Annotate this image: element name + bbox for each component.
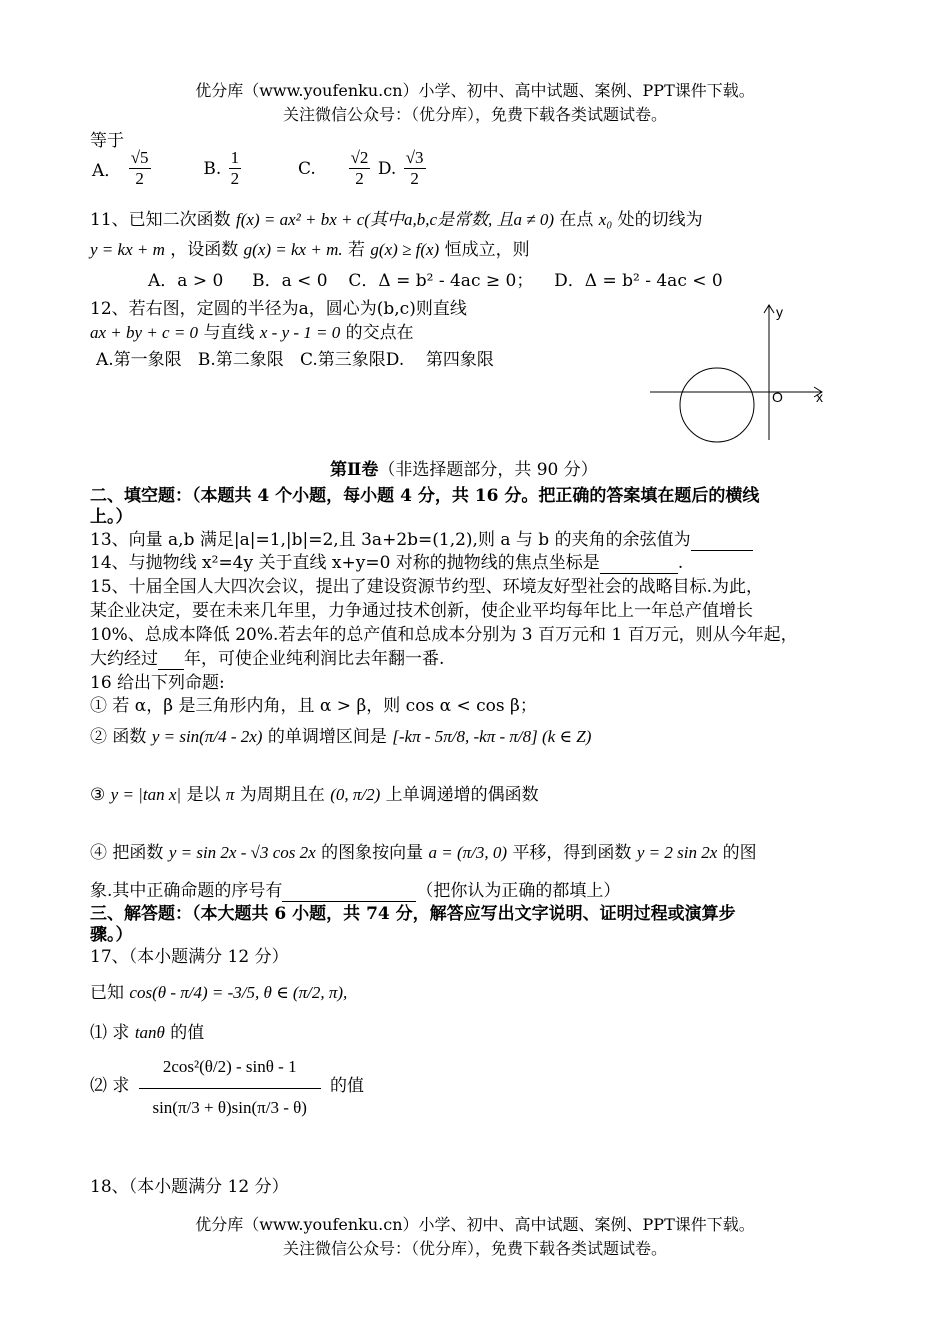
q12-stem-b: 的交点在 [345, 323, 414, 343]
q10-options [92, 148, 428, 196]
q17-sub1-a: ⑴ 求 [90, 1023, 130, 1043]
q17-sub2-b: 的值 [329, 1076, 364, 1096]
q16-prop4-b: 的图象按向量 [321, 843, 424, 863]
q10-option-b-den: 2 [230, 169, 240, 188]
q13-text: 13、向量 a,b 满足|a|=1,|b|=2,且 3a+2b=(1,2),则 a 与 b 的夹角的余弦值为 [90, 530, 691, 550]
q17-title: 17、（本小题满分 12 分） [90, 947, 289, 967]
q10-option-a-label: A． [92, 161, 122, 181]
q12-stem-a: 与直线 [203, 323, 255, 343]
q16-prop3-func: y = |tan x| [110, 785, 182, 804]
q12-line2 [90, 318, 414, 343]
q18-title: 18、（本小题满分 12 分） [90, 1177, 289, 1197]
q11-stem-b: 在点 [559, 210, 594, 230]
q16-prop3 [90, 780, 539, 805]
part2-title-main: 第Ⅱ卷 [330, 460, 379, 480]
q12-options: A.第一象限 B.第二象限 C.第三象限D. 第四象限 [96, 350, 494, 370]
q12-line1: 12、若右图，定圆的半径为a，圆心为(b,c)则直线 [90, 299, 467, 319]
q10-option-c-label: C. [297, 158, 316, 179]
q11-stem-d: ，设函数 [170, 240, 239, 260]
q17-given-math: cos(θ - π/4) = -3/5, θ ∈ (π/2, π), [129, 983, 348, 1002]
q11-option-d: D．Δ = b² - 4ac < 0 [554, 271, 723, 291]
q10-option-d-frac [404, 148, 426, 189]
q11-function: f(x) = ax² + bx + c(其中a,b,c是常数, 且a ≠ 0) [236, 210, 554, 229]
q16-prop2-a: ② 函数 [90, 727, 147, 747]
q11-g-def: g(x) = kx + m. [243, 240, 343, 259]
q10-option-c-frac [349, 148, 371, 189]
q10-option-a-den: 2 [135, 169, 144, 188]
q11-point: x₀ [598, 210, 613, 229]
q15-line3: 10%、总成本降低 20%.若去年的总产值和总成本分别为 3 百万元和 1 百万元，则从今年起， [90, 625, 798, 645]
page-footer-line1: 优分库（www.youfenku.cn）小学、初中、高中试题、案例、PPT课件下载。 [195, 1215, 755, 1234]
q12-line-eq1: ax + by + c = 0 [90, 323, 199, 342]
q17-sub1-b: 的值 [170, 1023, 205, 1043]
q10-option-b-frac [229, 148, 242, 189]
q17-given-a: 已知 [90, 983, 124, 1003]
q16-prop3-interval: (0, π/2) [330, 785, 381, 804]
part3-heading-text: 三、解答题：（本大题共 6 小题，共 74 分，解答应写出文字说明、证明过程或演算步 [90, 904, 736, 924]
q11-line2 [90, 235, 530, 260]
q16-prop4-result: y = 2 sin 2x [636, 843, 718, 862]
q16-prop4-func: y = sin 2x - √3 cos 2x [168, 843, 316, 862]
part2-title [330, 455, 598, 480]
fill-heading-line2: 上。） [90, 507, 133, 527]
part3-heading-line2: 骤。） [90, 925, 133, 945]
q16-prop3-d: 上单调递增的偶函数 [385, 785, 539, 805]
q11-options [148, 266, 723, 291]
q16-prop4-c: 平移，得到函数 [512, 843, 632, 863]
q10-option-d-label: D. [377, 158, 397, 179]
q16-prop3-pi: π [225, 785, 235, 804]
q16-prop3-c: 为周期且在 [239, 785, 325, 805]
q16-prop4-d: 的图 [722, 843, 757, 863]
q11-option-c: C．Δ = b² - 4ac ≥ 0； [348, 271, 534, 291]
part3-heading-line1 [90, 899, 736, 924]
q10-option-a-frac [129, 148, 151, 189]
q11-stem-f: 恒成立，则 [444, 240, 530, 260]
q14-end: . [677, 553, 684, 573]
q10-option-d-num: √3 [405, 148, 424, 167]
q11-option-b: B．a < 0 [252, 271, 328, 291]
q17-sub2-frac [139, 1048, 321, 1119]
q13-blank [691, 530, 753, 551]
q16-prop1: ① 若 α，β 是三角形内角，且 α > β，则 cos α < cos β； [90, 696, 537, 716]
q10-option-d-den: 2 [410, 169, 419, 188]
q15-line4-a: 大约经过 [90, 649, 158, 669]
q16-prop2-interval: [-kπ - 5π/8, -kπ - π/8] (k ∈ Z) [392, 727, 592, 746]
q17-given [90, 978, 347, 1003]
q14 [90, 548, 683, 574]
q11-inequality: g(x) ≥ f(x) [370, 240, 440, 259]
q14-blank [600, 553, 678, 574]
q16-prop2-func: y = sin(π/4 - 2x) [151, 727, 263, 746]
q16-prop2 [90, 722, 591, 747]
q10-option-a-num: √5 [130, 148, 149, 167]
q16-prop3-a: ③ [90, 785, 106, 805]
q12-figure [640, 295, 840, 445]
q11-tangent: y = kx + m [90, 240, 165, 259]
q16-prop2-b: 的单调增区间是 [267, 727, 387, 747]
q17-sub1 [90, 1018, 204, 1043]
q10-option-b-label: B. [203, 158, 222, 179]
q17-sub2-den: sin(π/3 + θ)sin(π/3 - θ) [152, 1098, 307, 1117]
y-axis-label: y [776, 304, 783, 320]
q16-intro: 16 给出下列命题: [90, 673, 225, 693]
q12-line-eq2: x - y - 1 = 0 [259, 323, 341, 342]
x-axis-label: x [816, 389, 823, 405]
origin-label: O [772, 389, 783, 405]
fill-heading-line1: 二、填空题：（本题共 4 个小题，每小题 4 分，共 16 分。把正确的答案填在题后的横线 [90, 486, 760, 506]
part2-title-note: （非选择题部分，共 90 分） [378, 460, 598, 480]
q15-line2: 某企业决定，要在未来几年里，力争通过技术创新，使企业平均每年比上一年总产值增长 [90, 601, 753, 621]
q17-sub1-math: tanθ [134, 1023, 165, 1042]
q16-end-a: 象.其中正确命题的序号有 [90, 881, 283, 901]
q15-line1: 15、十届全国人大四次会议，提出了建设资源节约型、环境友好型社会的战略目标.为此， [90, 577, 764, 597]
q15-blank [158, 649, 184, 670]
q17-sub2-a: ⑵ 求 [90, 1076, 130, 1096]
q11-line1 [90, 205, 703, 230]
q16-prop3-b: 是以 [186, 785, 221, 805]
q16-prop4-vector: a = (π/3, 0) [428, 843, 508, 862]
q15-line4 [90, 644, 444, 670]
q16-prop4-a: ④ 把函数 [90, 843, 164, 863]
q10-option-b-num: 1 [230, 148, 240, 167]
q10-option-c-den: 2 [355, 169, 364, 188]
q16-end-b: （把你认为正确的都填上） [416, 881, 621, 901]
page-header-line1: 优分库（www.youfenku.cn）小学、初中、高中试题、案例、PPT课件下载。 [195, 81, 755, 100]
q16-prop4 [90, 838, 757, 863]
page-footer-line2: 关注微信公众号：（优分库），免费下载各类试题试卷。 [282, 1239, 667, 1258]
q11-stem-c: 处的切线为 [617, 210, 703, 230]
page-header-line2: 关注微信公众号：（优分库），免费下载各类试题试卷。 [282, 105, 667, 124]
q11-option-a: A．a > 0 [148, 271, 224, 291]
q17-sub2-num: 2cos²(θ/2) - sinθ - 1 [139, 1048, 321, 1089]
q10-option-c-num: √2 [350, 148, 369, 167]
circle [680, 368, 754, 442]
q10-tail: 等于 [90, 131, 124, 151]
q11-stem-a: 11、已知二次函数 [90, 210, 231, 230]
q15-line4-b: 年，可使企业纯利润比去年翻一番. [184, 649, 445, 669]
q11-stem-e: 若 [348, 240, 366, 260]
q14-text: 14、与抛物线 x²=4y 关于直线 x+y=0 对称的抛物线的焦点坐标是 [90, 553, 600, 573]
q17-sub2 [90, 1048, 364, 1119]
